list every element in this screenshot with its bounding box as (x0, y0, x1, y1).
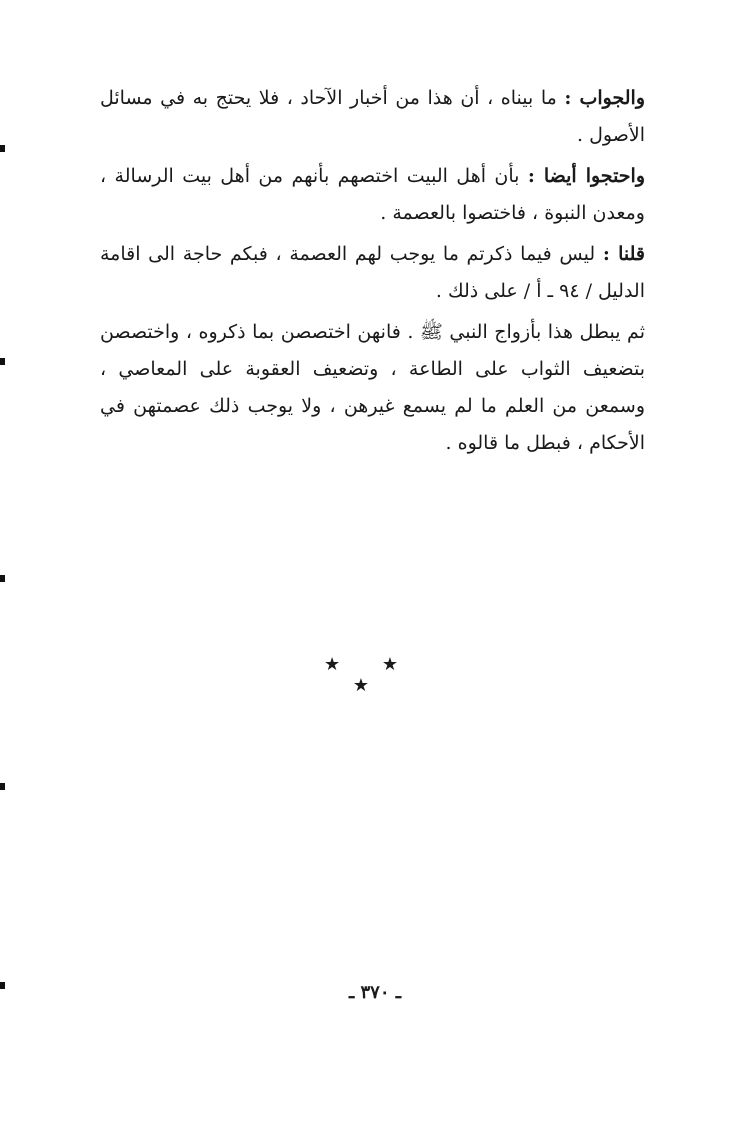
paragraph (100, 236, 645, 310)
paragraph-lead: واحتجوا أيضا : (527, 165, 645, 187)
margin-mark (0, 982, 5, 989)
margin-mark (0, 575, 5, 582)
paragraph-text: بأن أهل البيت اختصهم بأنهم من أهل بيت الرسالة ، ومعدن النبوة ، فاختصوا بالعصمة . (100, 165, 645, 224)
paragraph-text: ثم يبطل هذا بأزواج النبي ﷺ . فانهن اختصصن بما ذكروه ، واختصصن بتضعيف الثواب على الطاعة ، وتضعيف العقوبة على المعاصي ، وسمعن من العلم ما لم يسمع غيرهن ، ولا يوجب ذلك عصمتهن في الأحكام ، فبطل ما قالوه . (100, 321, 645, 454)
paragraph-lead: قلنا : (602, 243, 645, 265)
margin-mark (0, 145, 5, 152)
page-number: ـ ٣٧٠ ـ (348, 982, 402, 1003)
paragraph (100, 80, 645, 154)
paragraph (100, 314, 645, 462)
margin-mark (0, 783, 5, 790)
paragraph-lead: والجواب : (564, 87, 646, 109)
paragraph-text: ما بيناه ، أن هذا من أخبار الآحاد ، فلا يحتج به في مسائل الأصول . (100, 87, 645, 146)
paragraph-text: ليس فيما ذكرتم ما يوجب لهم العصمة ، فبكم حاجة الى اقامة الدليل / ٩٤ ـ أ / على ذلك . (100, 243, 645, 302)
paragraph (100, 158, 645, 232)
section-separator: ★ ★ ★ (324, 654, 416, 696)
margin-mark (0, 358, 5, 365)
